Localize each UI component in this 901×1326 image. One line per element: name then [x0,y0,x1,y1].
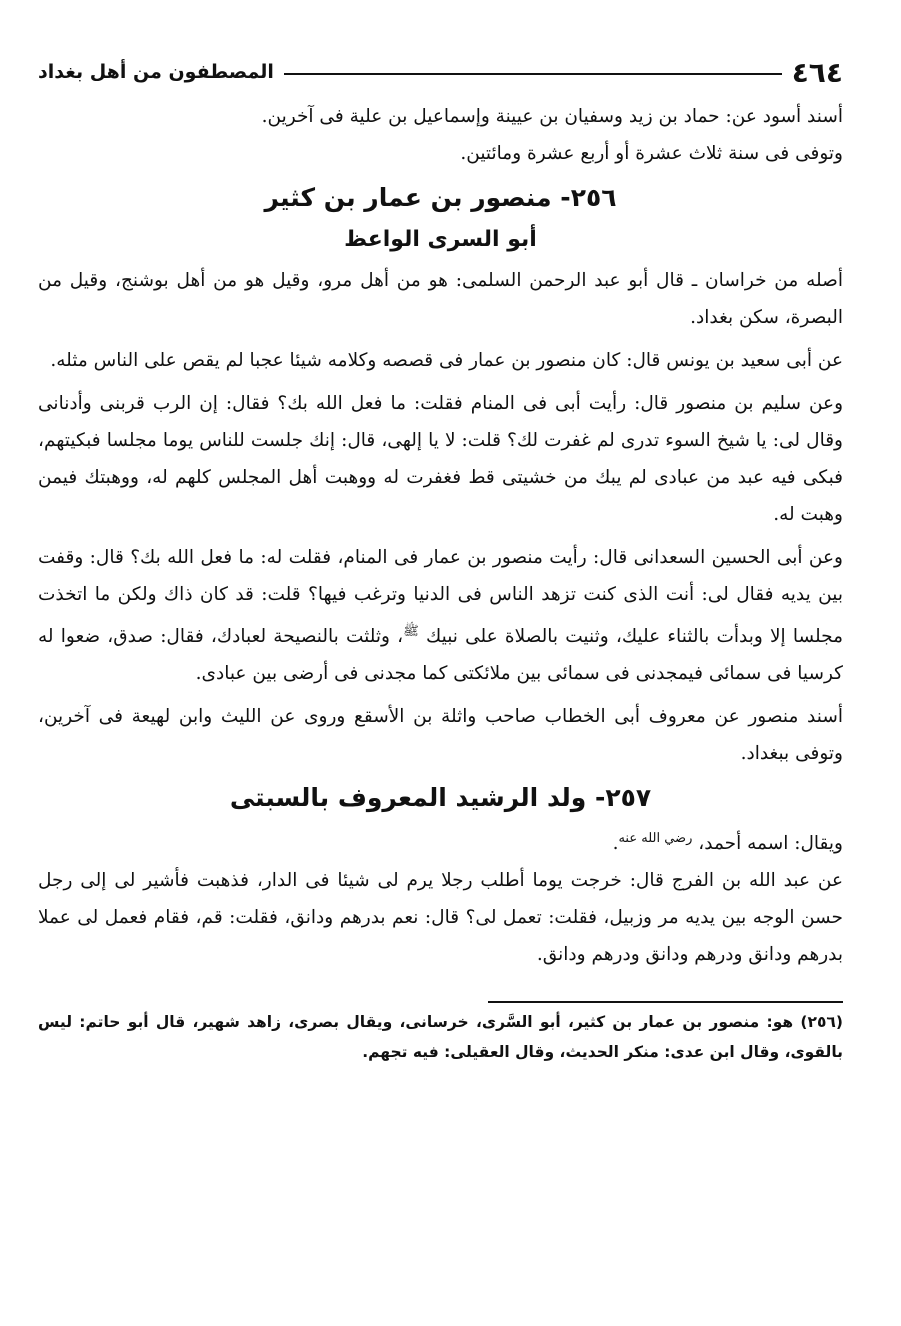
intro-line: وتوفى فى سنة ثلاث عشرة أو أربع عشرة ومائتين. [460,143,843,164]
paragraph: أسند منصور عن معروف أبى الخطاب صاحب واثلة بن الأسقع وروى عن الليث وابن لهيعة فى آخرين، وتوفى ببغداد. [38,706,843,765]
footnote: (٢٥٦) هو: منصور بن عمار بن كثير، أبو السَّرى، خرسانى، ويقال بصرى، زاهد شهير، قال أبو حاتم: ليس بالقوى، وقال ابن عدى: منكر الحديث، وقال العقيلى: فيه تجهم. [38,1013,843,1062]
intro-line: أسند أسود عن: حماد بن زيد وسفيان بن عيينة وإسماعيل بن علية فى آخرين. [261,106,843,127]
header-rule [284,73,782,75]
paragraph-text: ، وثلثت بالنصيحة لعبادك، فقال: صدق، ضعوا له كرسيا فى سمائى فيمجدنى فى سمائى بين ملائكتى كما مجدنى فى أرضى بين عبادى. [38,626,843,685]
paragraph: وعن سليم بن منصور قال: رأيت أبى فى المنام فقلت: ما فعل الله بك؟ فقال: إن الرب قربنى وأدنانى وقال لى: يا شيخ السوء تدرى لم غفرت لك؟ قلت: لا يا إلهى، قال: إنك جلست للناس يوما مجلسا فبكيتهم، فبكى فيه عبد من عبادى لم يبك من خشيتى قط فغفرت له ووهبت أهل المجلس كلهم له، ووهبتك فيمن وهبت له. [38,393,843,525]
intro-block [38,98,843,172]
paragraph-text: وعن أبى الحسين السعدانى قال: رأيت منصور بن عمار فى المنام، فقلت له: ما فعل الله بك؟ قال: وقفت بين يديه فقال لى: أنت الذى كنت تزهد الناس فى الدنيا وترغب فيها؟ قلت: قد كان ذاك ولكن ما اتخذت مجلسا إلا وبدأت بالثناء عليك، وثنيت بالصلاة على نبيك [38,547,843,648]
paragraph: عن عبد الله بن الفرج قال: خرجت يوما أطلب رجلا يرم لى شيئا فى الدار، فذهبت فأشير لى إلى رجل حسن الوجه بين يديه مر وزبيل، فقلت: تعمل لى؟ قال: نعم بدرهم ودانق، فقلت: قم، فقام فعمل لى عملا بدرهم ودانق ودرهم ودانق ودرهم ودانق. [38,870,843,966]
entry-heading: ٢٥٧- ولد الرشيد المعروف بالسبتى [229,783,652,813]
running-header [38,52,843,92]
entry-subheading: أبو السرى الواعظ [344,227,537,252]
paragraph: عن أبى سعيد بن يونس قال: كان منصور بن عمار فى قصصه وكلامه شيئا عجبا لم يقص على الناس مثله. [50,350,843,371]
paragraph [38,539,843,692]
name-line: ويقال: اسمه أحمد، [698,833,843,855]
book-title: المصطفون من أهل بغداد [38,61,274,83]
paragraph: ويقال: اسمه أحمد، $^{رضي الله عنه}$. [612,831,843,855]
paragraph: أصله من خراسان ـ قال أبو عبد الرحمن السلمى: هو من أهل مرو، وقيل هو من أهل بوشنج، وقيل من البصرة، سكن بغداد. [38,270,843,328]
honorific-prophet: ﷺ [403,624,419,639]
footnote-rule [488,1001,843,1003]
page-number: ٤٦٤ [791,55,843,89]
honorific-ra: رضي الله عنه [618,831,693,847]
entry-heading: ٢٥٦- منصور بن عمار بن كثير [264,183,617,212]
